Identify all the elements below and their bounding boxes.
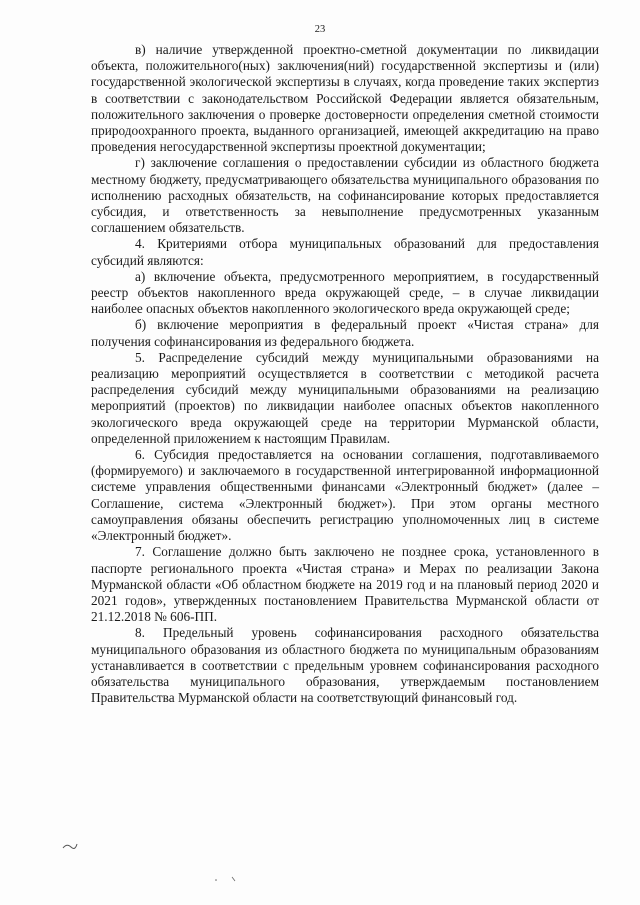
paragraph-8: 8. Предельный уровень софинансирования расходного обязательства муниципального образования из областного бюджета по муниципальным образованиям устанавливается в соответствии с предельным уровнем софинансирования расходного обязательства муниципального образования, утверждаемым постановлением Правительства Мурманской области на соответствующий финансовый год.	[91, 625, 599, 706]
document-body	[91, 42, 599, 706]
page-number: 23	[314, 24, 326, 35]
paragraph-7: 7. Соглашение должно быть заключено не позднее срока, установленного в паспорте регионального проекта «Чистая страна» и Мерах по реализации Закона Мурманской области «Об областном бюджете на 2019 год и на плановый период 2020 и 2021 годов», утвержденных постановлением Правительства Мурманской области от 21.12.2018 № 606-ПП.	[91, 544, 599, 625]
paragraph-4: 4. Критериями отбора муниципальных образований для предоставления субсидий являются:	[91, 236, 599, 268]
paragraph-g: г) заключение соглашения о предоставлении субсидии из областного бюджета местному бюджету, предусматривающего обязательства муниципального образования по исполнению расходных обязательств, на софинансирование которых предоставляется субсидия, и ответственность за невыполнение предусмотренных указанным соглашением обязательств.	[91, 155, 599, 236]
scan-mark-bottom	[212, 874, 242, 886]
paragraph-6: 6. Субсидия предоставляется на основании соглашения, подготавливаемого (формируемого) и заключаемого в государственной интегрированной информационной системе управления общественными финансами «Электронный бюджет» (далее – Соглашение, система «Электронный бюджет»). При этом органы местного самоуправления обязаны обеспечить регистрацию уполномоченных лиц в системе «Электронный бюджет».	[91, 447, 599, 544]
paragraph-5: 5. Распределение субсидий между муниципальными образованиями на реализацию мероприятий осуществляется в соответствии с методикой расчета распределения субсидий между муниципальными образованиями на реализацию мероприятий (проектов) по ликвидации наиболее опасных объектов накопленного экологического вреда окружающей среде на территории Мурманской области, определенной приложением к настоящим Правилам.	[91, 349, 599, 446]
paragraph-v: в) наличие утвержденной проектно-сметной документации по ликвидации объекта, положительного(ных) заключения(ний) государственной экспертизы и (или) государственной экологической экспертизы в случаях, когда проведение таких экспертиз в соответствии с законодательством Российской Федерации является обязательным, положительного заключения о проверке достоверности определения сметной стоимости природоохранного проекта, выданного организацией, имеющей аккредитацию на право проведения негосударственной экспертизы проектной документации;	[91, 42, 599, 155]
scan-mark-left	[62, 841, 78, 851]
paragraph-4b: б) включение мероприятия в федеральный проект «Чистая страна» для получения софинансирования из федерального бюджета.	[91, 317, 599, 349]
paragraph-4a: а) включение объекта, предусмотренного мероприятием, в государственный реестр объектов накопленного вреда окружающей среде, – в случае ликвидации наиболее опасных объектов накопленного экологического вреда окружающей среде;	[91, 268, 599, 317]
